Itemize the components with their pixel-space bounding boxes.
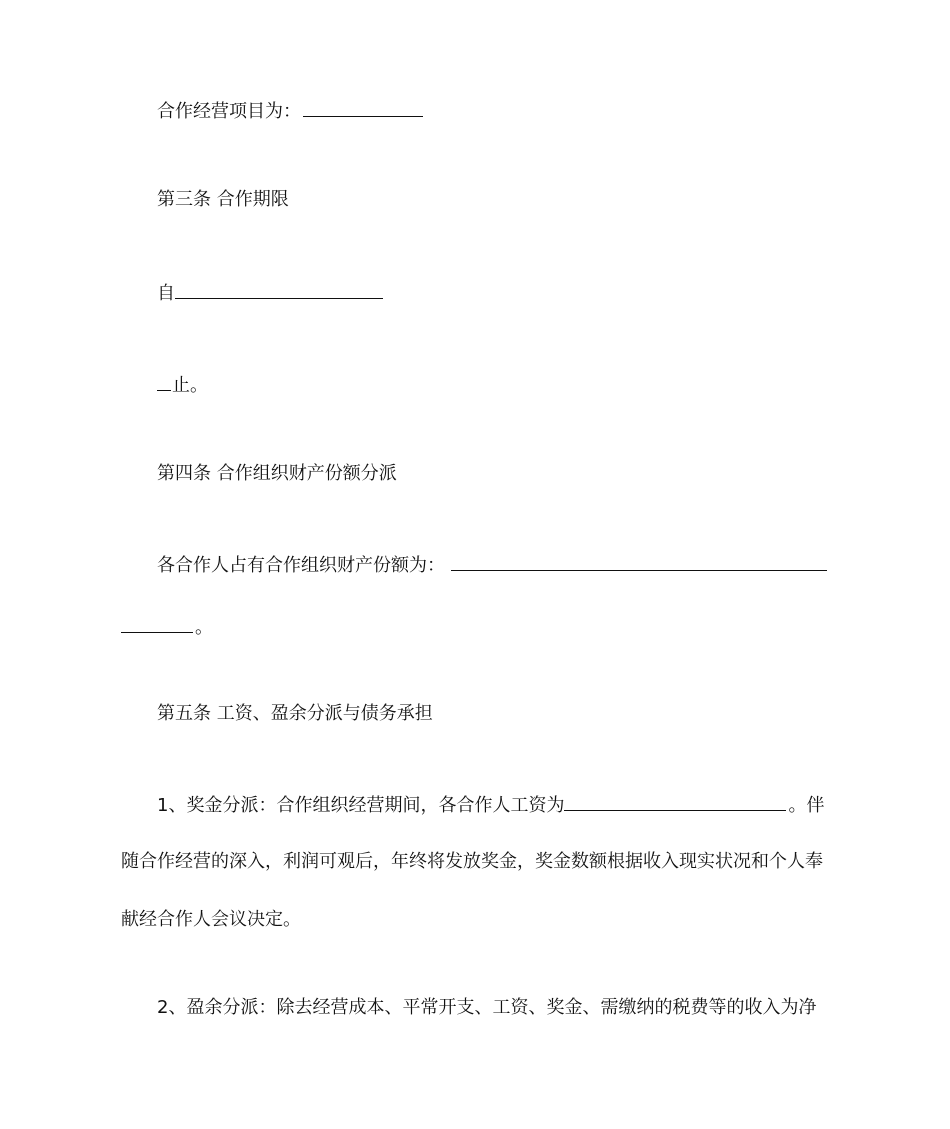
article3-title: 第三条 合作期限 bbox=[157, 189, 289, 210]
share-blank[interactable] bbox=[451, 552, 827, 571]
from-line bbox=[157, 280, 385, 304]
item1-line3: 献经合作人会议决定。 bbox=[121, 909, 301, 930]
salary-blank[interactable] bbox=[564, 792, 786, 811]
share-line-cont bbox=[121, 614, 213, 638]
item1-suffix: 。伴 bbox=[788, 795, 825, 816]
until-line bbox=[157, 372, 208, 396]
article5-title: 第五条 工资、盈余分派与债务承担 bbox=[157, 703, 433, 724]
item2-line1: 2、盈余分派：除去经营成本、平常开支、工资、奖金、需缴纳的税费等的收入为净 bbox=[157, 997, 817, 1018]
article4-title: 第四条 合作组织财产份额分派 bbox=[157, 463, 397, 484]
share-blank-cont[interactable] bbox=[121, 614, 193, 633]
share-line bbox=[157, 552, 829, 576]
from-date-blank[interactable] bbox=[175, 280, 383, 299]
share-end: 。 bbox=[195, 617, 213, 638]
share-label: 各合作人占有合作组织财产份额为： bbox=[157, 555, 445, 576]
item1-line1 bbox=[157, 792, 824, 816]
project-blank[interactable] bbox=[303, 98, 423, 117]
item1-line2: 随合作经营的深入，利润可观后，年终将发放奖金，奖金数额根据收入现实状况和个人奉 bbox=[121, 851, 823, 872]
until-blank[interactable] bbox=[157, 372, 171, 391]
item1-prefix: 1、奖金分派：合作组织经营期间，各合作人工资为 bbox=[157, 795, 565, 816]
project-label: 合作经营项目为： bbox=[157, 101, 301, 122]
from-label: 自 bbox=[157, 283, 175, 304]
until-label: 止。 bbox=[172, 375, 208, 396]
project-line bbox=[157, 98, 425, 122]
